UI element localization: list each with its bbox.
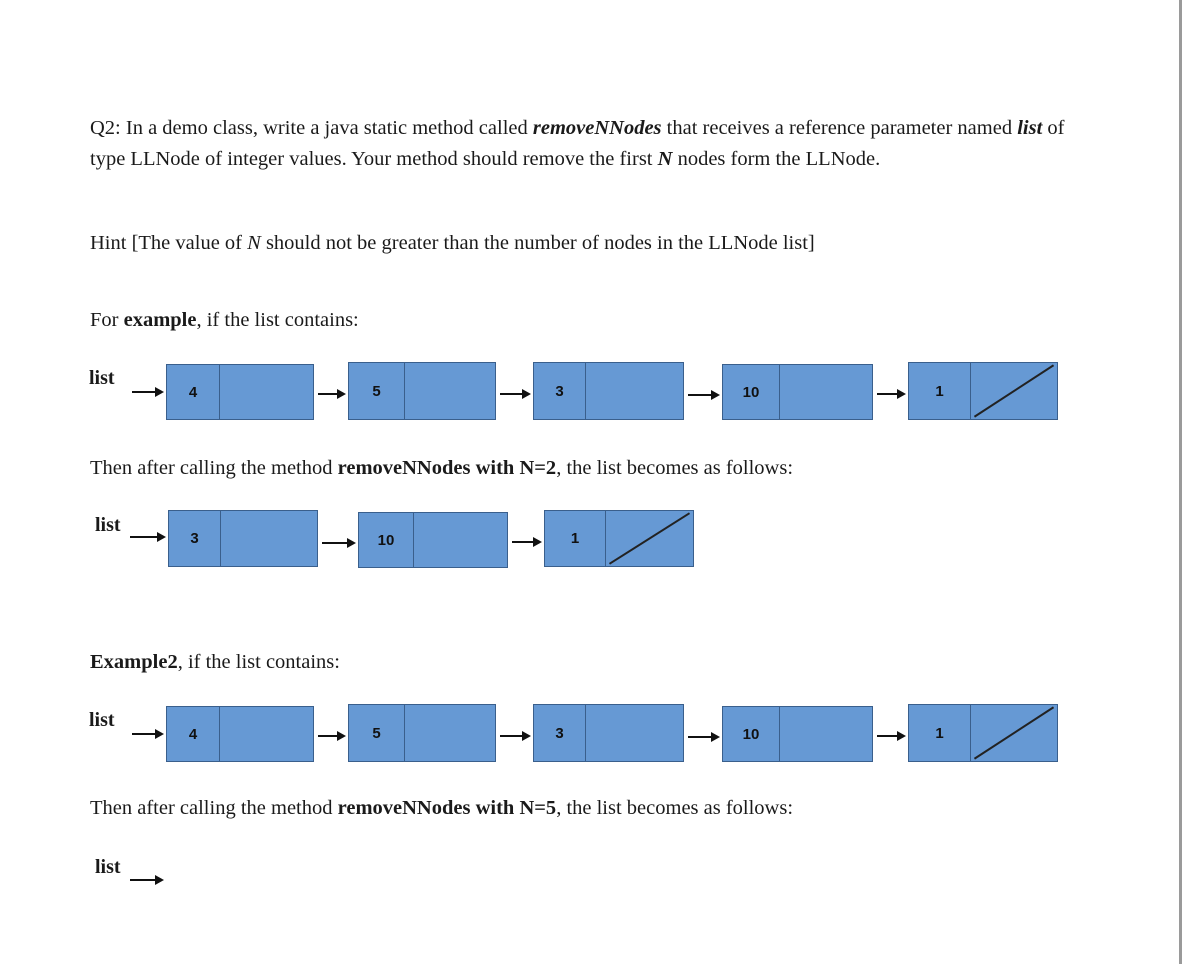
- node-value: 1: [909, 705, 971, 761]
- result1-suffix: , the list becomes as follows:: [556, 457, 794, 479]
- list-node: [908, 362, 1058, 420]
- next-pointer-field: [220, 707, 313, 761]
- list-node: [168, 510, 318, 567]
- result2-heading: [90, 793, 1090, 824]
- example2-suffix: , if the list contains:: [177, 651, 340, 673]
- result2-bold: removeNNodes with N: [337, 797, 535, 819]
- list-label: list: [89, 367, 115, 389]
- example2-heading: [90, 647, 1090, 678]
- result2-n-value: =5: [534, 797, 557, 819]
- null-slash-icon: [971, 363, 1057, 419]
- node-value: 5: [349, 705, 405, 761]
- list-pointer-arrow: [130, 536, 164, 538]
- hint-text-end: should not be greater than the number of nodes in the LLNode list]: [260, 232, 815, 254]
- next-pointer-arrow: [500, 735, 529, 737]
- node-value: 5: [349, 363, 405, 419]
- example1-heading: [90, 305, 1090, 336]
- result1-heading: [90, 453, 1090, 484]
- node-value: 3: [534, 705, 586, 761]
- example2-bold: Example2: [90, 651, 178, 673]
- null-slash-icon: [606, 511, 693, 566]
- question-text-end: nodes form the LLNode.: [672, 148, 881, 170]
- list-node: [544, 510, 694, 567]
- node-value: 10: [723, 707, 780, 761]
- result1-n-value: =2: [534, 457, 557, 479]
- next-pointer-field: [586, 363, 683, 419]
- hint-text-start: Hint [The value of: [90, 232, 248, 254]
- next-pointer-field: [586, 705, 683, 761]
- next-pointer-field: [221, 511, 317, 566]
- next-pointer-field: [414, 513, 507, 567]
- next-pointer-arrow: [318, 735, 344, 737]
- list-label: list: [95, 514, 121, 536]
- result1-prefix: Then after calling the method: [90, 457, 338, 479]
- list-pointer-arrow-null: [130, 879, 162, 881]
- result2-suffix: , the list becomes as follows:: [556, 797, 794, 819]
- list-node: [358, 512, 508, 568]
- list-label: list: [95, 856, 121, 878]
- param-name: list: [1017, 117, 1043, 139]
- node-value: 1: [545, 511, 606, 566]
- question-paragraph: [90, 113, 1090, 175]
- null-pointer-field: [606, 511, 693, 566]
- node-value: 3: [169, 511, 221, 566]
- example1-prefix: For: [90, 309, 124, 331]
- next-pointer-arrow: [322, 542, 354, 544]
- next-pointer-field: [405, 363, 495, 419]
- node-value: 4: [167, 707, 220, 761]
- list-node: [166, 706, 314, 762]
- node-value: 1: [909, 363, 971, 419]
- list-label: list: [89, 709, 115, 731]
- next-pointer-arrow: [318, 393, 344, 395]
- list-node: [348, 704, 496, 762]
- node-value: 10: [723, 365, 780, 419]
- list-node: [166, 364, 314, 420]
- node-value: 4: [167, 365, 220, 419]
- list-pointer-arrow: [132, 391, 162, 393]
- null-pointer-field: [971, 363, 1057, 419]
- next-pointer-arrow: [512, 541, 540, 543]
- null-slash-icon: [971, 705, 1057, 761]
- next-pointer-arrow: [688, 736, 718, 738]
- next-pointer-arrow: [877, 735, 904, 737]
- hint-n-variable: N: [247, 232, 261, 254]
- hint-paragraph: [90, 228, 1090, 259]
- example1-bold: example: [123, 309, 197, 331]
- next-pointer-field: [220, 365, 313, 419]
- list-node: [348, 362, 496, 420]
- question-text-start: Q2: In a demo class, write a java static method called: [90, 117, 533, 139]
- list-node: [533, 362, 684, 420]
- null-pointer-field: [971, 705, 1057, 761]
- list-node: [722, 364, 873, 420]
- list-node: [908, 704, 1058, 762]
- next-pointer-arrow: [500, 393, 529, 395]
- node-value: 10: [359, 513, 414, 567]
- next-pointer-arrow: [688, 394, 718, 396]
- next-pointer-arrow: [877, 393, 904, 395]
- n-variable: N: [657, 148, 673, 170]
- question-text-mid: that receives a reference parameter named: [661, 117, 1018, 139]
- result2-prefix: Then after calling the method: [90, 797, 338, 819]
- list-node: [533, 704, 684, 762]
- list-node: [722, 706, 873, 762]
- result1-bold: removeNNodes with N: [337, 457, 535, 479]
- method-name: removeNNodes: [532, 117, 662, 139]
- next-pointer-field: [780, 365, 872, 419]
- next-pointer-field: [405, 705, 495, 761]
- example1-suffix: , if the list contains:: [196, 309, 359, 331]
- next-pointer-field: [780, 707, 872, 761]
- node-value: 3: [534, 363, 586, 419]
- question-text-mid2: of type LLNode of integer values. Your method should remove the first: [90, 117, 1065, 170]
- list-pointer-arrow: [132, 733, 162, 735]
